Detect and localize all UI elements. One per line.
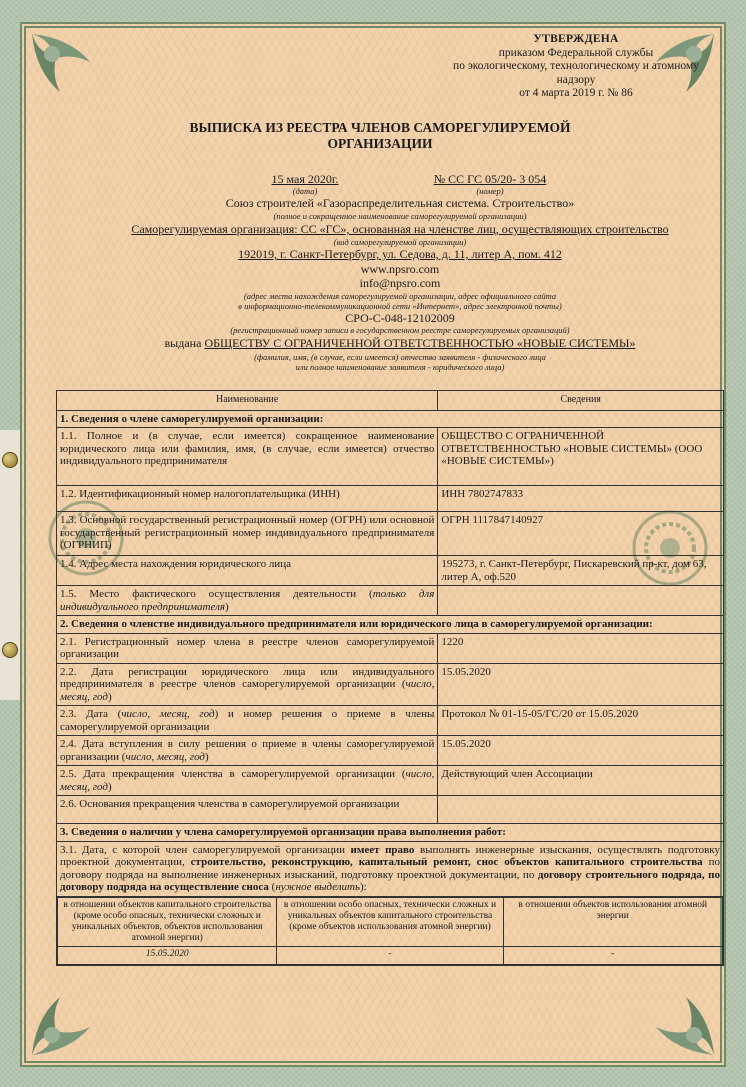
ornament-corner-icon <box>30 32 100 102</box>
work-rights-column: в отношении объектов использования атомной энергии <box>503 897 722 946</box>
row-label <box>57 663 438 706</box>
row-value: Протокол № 01-15-05/ГС/20 от 15.05.2020 <box>438 706 724 736</box>
org-email: info@npsro.com <box>359 276 441 290</box>
work-rights-value: - <box>503 946 722 964</box>
table-header-row <box>57 391 724 411</box>
work-rights-cell <box>57 896 724 965</box>
org-website: www.npsro.com <box>360 262 440 276</box>
document-title <box>150 120 610 152</box>
row-label <box>57 706 438 736</box>
binder-ring-icon <box>2 452 18 468</box>
registry-table <box>56 390 724 966</box>
label-text: ) и номер решения о приеме в члены саморегулируемой организации <box>60 708 435 733</box>
title-line: ВЫПИСКА ИЗ РЕЕСТРА ЧЛЕНОВ САМОРЕГУЛИРУЕМОЙ <box>189 120 571 135</box>
label-text: ) <box>225 600 229 613</box>
work-rights-header-row <box>58 897 723 946</box>
row-value: ОБЩЕСТВО С ОГРАНИЧЕННОЙ ОТВЕТСТВЕННОСТЬЮ «НОВЫЕ СИСТЕМЫ» (ООО «НОВЫЕ СИСТЕМЫ») <box>438 428 724 486</box>
section-row <box>57 410 724 428</box>
label-text: ( <box>268 881 276 893</box>
row-value: ИНН 7802747833 <box>438 486 724 512</box>
org-type-caption: (вид саморегулируемой организации) <box>333 237 467 247</box>
table-row <box>57 556 724 586</box>
table-row <box>57 706 724 736</box>
row-label <box>57 841 724 896</box>
row-value: Действующий член Ассоциации <box>438 766 724 796</box>
label-text: 3.1. Дата, с которой член саморегулируемой организации <box>60 843 351 856</box>
column-header: Наименование <box>57 391 438 411</box>
label-text: нужное выделить <box>275 881 360 893</box>
work-rights-column: в отношении объектов капитального строительства (кроме особо опасных, технически сложных и уникальных объектов, объектов использования атомной энергии) <box>58 897 277 946</box>
issued-caption: или полное наименование заявителя - юридического лица) <box>295 362 505 372</box>
label-text: выполнять инженерные изыскания, осуществлять подготовку проектной документации, <box>60 843 720 868</box>
work-rights-value-row <box>58 946 723 964</box>
org-type: Саморегулируемая организация: СС «ГС», основанная на членстве лиц, осуществляющих строительство <box>131 222 669 236</box>
address-caption: (адрес места нахождения саморегулируемой организации, адрес официального сайта <box>243 291 557 301</box>
approval-line: приказом Федеральной службы <box>498 46 654 59</box>
row-label: 2.6. Основания прекращения членства в саморегулируемой организации <box>57 796 438 824</box>
label-text: 2.4. Дата вступления в силу решения о приеме в члены саморегулируемой организации ( <box>60 738 435 763</box>
org-name-caption: (полное и сокращенное наименование саморегулируемой организации) <box>273 211 527 221</box>
label-text: число, месяц, год <box>60 678 435 703</box>
label-text: имеет право <box>350 843 415 856</box>
table-row <box>57 512 724 556</box>
row-label: 1.2. Идентификационный номер налогоплательщика (ИНН) <box>57 486 438 512</box>
row-value: 15.05.2020 <box>438 663 724 706</box>
issued-label: выдана <box>164 336 202 350</box>
label-text: 2.3. Дата ( <box>60 708 122 720</box>
document-date: 15 мая 2020г. <box>271 172 339 186</box>
work-rights-value: 15.05.2020 <box>58 946 277 964</box>
table-row <box>57 736 724 766</box>
section-title: 3. Сведения о наличии у члена саморегулируемой организации права выполнения работ: <box>57 824 724 842</box>
row-label: 2.1. Регистрационный номер члена в реестре членов саморегулируемой организации <box>57 633 438 663</box>
table-row <box>57 428 724 486</box>
ornament-corner-icon <box>646 987 716 1057</box>
row-label <box>57 766 438 796</box>
table-row <box>57 841 724 896</box>
work-rights-table <box>57 897 723 965</box>
label-text: договору строительного подряда, по договору подряда на осуществление сноса <box>60 868 720 893</box>
row-value: ОГРН 1117847140927 <box>438 512 724 556</box>
number-caption: (номер) <box>476 186 504 196</box>
label-text: 1.5. Место фактического осуществления деятельности ( <box>60 588 373 600</box>
issued-caption: (фамилия, имя, (в случае, если имеется) отчество заявителя - физического лица <box>254 352 546 362</box>
org-name: Союз строителей «Газораспределительная система. Строительство» <box>225 196 575 210</box>
column-header: Сведения <box>438 391 724 411</box>
approval-heading: УТВЕРЖДЕНА <box>533 33 619 45</box>
issued-line <box>100 336 700 351</box>
row-value: 15.05.2020 <box>438 736 724 766</box>
address-caption: в информационно-телекоммуникационной сети «Интернет», адрес электронной почты) <box>238 301 562 311</box>
title-line: ОРГАНИЗАЦИИ <box>327 136 433 151</box>
date-caption: (дата) <box>292 186 318 196</box>
row-value <box>438 586 724 616</box>
ornament-corner-icon <box>30 987 100 1057</box>
label-text: число, месяц, год <box>60 768 435 793</box>
row-label: 1.1. Полное и (в случае, если имеется) сокращенное наименование юридического лица или фамилия, имя, (в случае, если имеется) отчество индивидуального предпринимателя <box>57 428 438 486</box>
row-value: 195273, г. Санкт-Петербург, Пискаревский пр-кт, дом 63, литер А, оф.520 <box>438 556 724 586</box>
registry-caption: (регистрационный номер записи в государственном реестре саморегулируемых организаций) <box>230 325 570 335</box>
document-number: № СС ГС 05/20- 3 054 <box>433 172 547 186</box>
label-text: строительство, реконструкцию, капитальный ремонт, снос объектов капитального строительства <box>190 856 703 868</box>
label-text: ) <box>107 690 112 703</box>
label-text: число, месяц, год <box>121 708 215 720</box>
approval-line: надзору <box>556 73 596 86</box>
table-row <box>57 663 724 706</box>
work-rights-column: в отношении особо опасных, технически сложных и уникальных объектов капитального строительства (кроме объектов использования атомной энергии) <box>277 897 503 946</box>
work-rights-value: - <box>277 946 503 964</box>
row-label <box>57 736 438 766</box>
row-value: 1220 <box>438 633 724 663</box>
table-row <box>57 586 724 616</box>
label-text: только для индивидуального предпринимателя <box>60 588 435 613</box>
table-row <box>57 486 724 512</box>
label-text: ): <box>359 881 367 893</box>
table-row <box>57 633 724 663</box>
label-text: ) <box>107 780 112 793</box>
label-text: число, месяц, год <box>125 750 205 763</box>
label-text: 2.5. Дата прекращения членства в саморегулируемой организации ( <box>60 768 406 780</box>
section-title: 2. Сведения о членстве индивидуального предпринимателя или юридического лица в саморегулируемой организации: <box>57 616 724 634</box>
approval-stamp <box>436 33 716 101</box>
section-row <box>57 824 724 842</box>
table-row <box>57 796 724 824</box>
approval-line: от 4 марта 2019 г. № 86 <box>519 87 633 99</box>
label-text: по договору подряда на выполнение инженерных изысканий, подготовку проектной документации, по <box>60 856 721 881</box>
org-address: 192019, г. Санкт-Петербург, ул. Седова, д. 11, литер А, пом. 412 <box>238 247 562 261</box>
binder-ring-icon <box>2 642 18 658</box>
approval-line: по экологическому, технологическому и атомному <box>453 60 699 72</box>
row-label: 1.4. Адрес места нахождения юридического лица <box>57 556 438 586</box>
row-label <box>57 586 438 616</box>
label-text: ) <box>205 750 209 763</box>
label-text: 2.2. Дата регистрации юридического лица или индивидуального предпринимателя в реестре членов саморегулируемой организации ( <box>60 665 435 690</box>
row-label: 1.3. Основной государственный регистрационный номер (ОГРН) или основной государственный регистрационный номер индивидуального предпринимателя (ОГРНИП) <box>57 512 438 556</box>
table-row <box>57 766 724 796</box>
registry-number: СРО-С-048-12102009 <box>345 311 455 325</box>
section-title: 1. Сведения о члене саморегулируемой организации: <box>57 410 724 428</box>
section-row <box>57 616 724 634</box>
table-row <box>57 896 724 965</box>
row-value <box>438 796 724 824</box>
issued-to: ОБЩЕСТВУ С ОГРАНИЧЕННОЙ ОТВЕТСТВЕННОСТЬЮ «НОВЫЕ СИСТЕМЫ» <box>204 336 636 350</box>
